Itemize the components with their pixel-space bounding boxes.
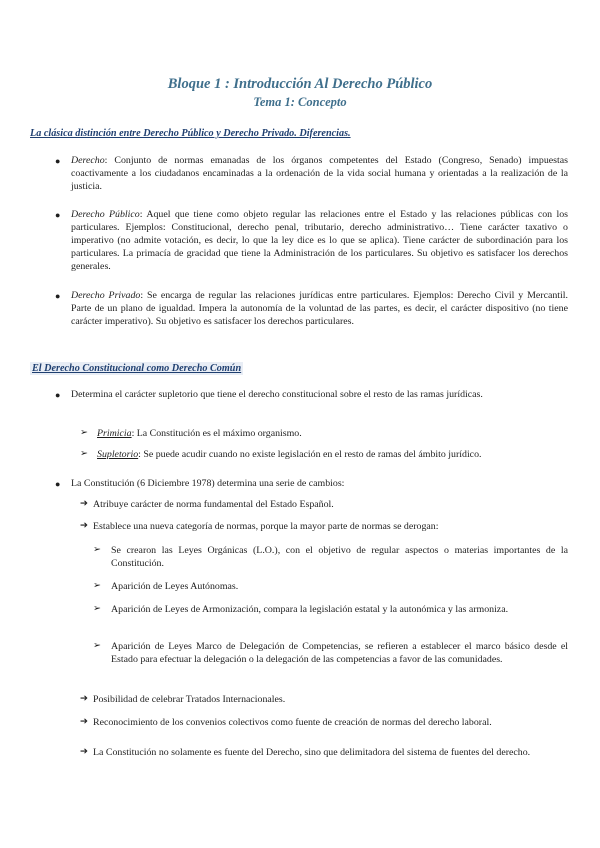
definition-text: Aquel que tiene como objeto regular las relaciones entre el Estado y las relaciones públicas con los particulares. Ejemplos: Constitucional, derecho penal, tributario, derecho administrativo… Tiene carácter taxativo o imperativo (no admite votación, es decir, lo que la ley dice es lo que se aplica). Tiene carácter de subordinación para los particulares. La primacía de gracidad que tiene la Administración de los particulares. Su objetivo es satisfacer los derechos generales. bbox=[71, 209, 568, 273]
term: Derecho Privado bbox=[71, 290, 141, 301]
bullet-icon: ● bbox=[55, 210, 61, 220]
section-heading-1: La clásica distinción entre Derecho Público y Derecho Privado. Diferencias. bbox=[30, 128, 351, 139]
term: Derecho Público bbox=[71, 209, 140, 220]
bullet-icon: ● bbox=[55, 291, 61, 301]
primicia-item: Primicia: La Constitución es el máximo organismo. bbox=[97, 428, 302, 439]
document-title: Bloque 1 : Introducción Al Derecho Público bbox=[167, 76, 433, 92]
definition-text: Se encarga de regular las relaciones jurídicas entre particulares. Ejemplos: Derecho Civil y Mercantil. Parte de un plano de igualdad. Impera la autonomía de la voluntad de las partes, es decir, el carácter dispositivo (no tiene carácter imperativo). Su objetivo es satisfacer los derechos particulares. bbox=[71, 290, 568, 328]
triangle-bullet-icon: ➢ bbox=[93, 545, 101, 555]
arrow-bullet-icon: ➔ bbox=[80, 694, 88, 704]
sub-item: Aparición de Leyes Autónomas. bbox=[111, 581, 239, 592]
triangle-bullet-icon: ➢ bbox=[93, 604, 101, 614]
supletorio-paragraph: Determina el carácter supletorio que tiene el derecho constitucional sobre el resto de las ramas jurídicas. bbox=[71, 389, 483, 400]
supletorio-item: Supletorio: Se puede acudir cuando no existe legislación en el resto de ramas del ámbito jurídico. bbox=[97, 449, 482, 460]
term: Derecho bbox=[71, 155, 105, 166]
arrow-item: Establece una nueva categoría de normas, porque la mayor parte de normas se derogan: bbox=[93, 521, 439, 532]
sub-item: Aparición de Leyes Marco de Delegación de Competencias, se refieren a establecer el marco básico desde el Estado para efectuar la delegación o la delegación de las competencias a favor de las comunidades. bbox=[111, 641, 568, 666]
triangle-bullet-icon: ➢ bbox=[80, 428, 88, 438]
arrow-bullet-icon: ➔ bbox=[80, 717, 88, 727]
section-heading-2: El Derecho Constitucional como Derecho Común bbox=[32, 363, 242, 374]
arrow-item: Atribuye carácter de norma fundamental del Estado Español. bbox=[93, 499, 334, 510]
triangle-bullet-icon: ➢ bbox=[93, 641, 101, 651]
document-subtitle: Tema 1: Concepto bbox=[253, 95, 347, 109]
triangle-bullet-icon: ➢ bbox=[93, 581, 101, 591]
definition-text: Conjunto de normas emanadas de los órganos competentes del Estado (Congreso, Senado) impuestas coactivamente a los ciudadanos encaminadas a la ordenación de la vida social humana y orientadas a la realización de la justicia. bbox=[71, 155, 568, 193]
bullet-icon: ● bbox=[55, 390, 61, 400]
bullet-icon: ● bbox=[55, 156, 61, 166]
sub-item: Se crearon las Leyes Orgánicas (L.O.), con el objetivo de regular aspectos o materias importantes de la Constitución. bbox=[111, 545, 568, 570]
arrow-item: Reconocimiento de los convenios colectivos como fuente de creación de normas del derecho laboral. bbox=[93, 717, 492, 728]
definition-derecho-publico: Derecho Público: Aquel que tiene como objeto regular las relaciones entre el Estado y las relaciones públicas con los particulares. Ejemplos: Constitucional, derecho penal, tributario, derecho administrativo… Tiene carácter taxativo o imperativo (no admite votación, es decir, lo que la ley dice es lo que se aplica). Tiene carácter de subordinación para los particulares. La primacía de gracidad que tiene la Administración de los particulares. Su objetivo es satisfacer los derechos generales. bbox=[71, 209, 568, 273]
sub-item: Aparición de Leyes de Armonización, compara la legislación estatal y la autonómica y las armoniza. bbox=[111, 604, 509, 615]
arrow-item: Posibilidad de celebrar Tratados Internacionales. bbox=[93, 694, 286, 705]
term: Supletorio bbox=[97, 449, 139, 460]
term: Primicia bbox=[97, 428, 132, 439]
constitucion-paragraph: La Constitución (6 Diciembre 1978) determina una serie de cambios: bbox=[71, 478, 345, 489]
triangle-bullet-icon: ➢ bbox=[80, 449, 88, 459]
definition-derecho: Derecho: Conjunto de normas emanadas de los órganos competentes del Estado (Congreso, Senado) impuestas coactivamente a los ciudadanos encaminadas a la ordenación de la vida social humana y orientadas a la realización de la justicia. bbox=[71, 155, 568, 193]
arrow-bullet-icon: ➔ bbox=[80, 747, 88, 757]
bullet-icon: ● bbox=[55, 479, 61, 489]
definition-derecho-privado: Derecho Privado: Se encarga de regular las relaciones jurídicas entre particulares. Ejemplos: Derecho Civil y Mercantil. Parte de un plano de igualdad. Impera la autonomía de la voluntad de las partes, es decir, el carácter dispositivo (no tiene carácter imperativo). Su objetivo es satisfacer los derechos particulares. bbox=[71, 290, 568, 328]
arrow-bullet-icon: ➔ bbox=[80, 499, 88, 509]
arrow-bullet-icon: ➔ bbox=[80, 521, 88, 531]
arrow-item: La Constitución no solamente es fuente del Derecho, sino que delimitadora del sistema de fuentes del derecho. bbox=[93, 747, 531, 758]
